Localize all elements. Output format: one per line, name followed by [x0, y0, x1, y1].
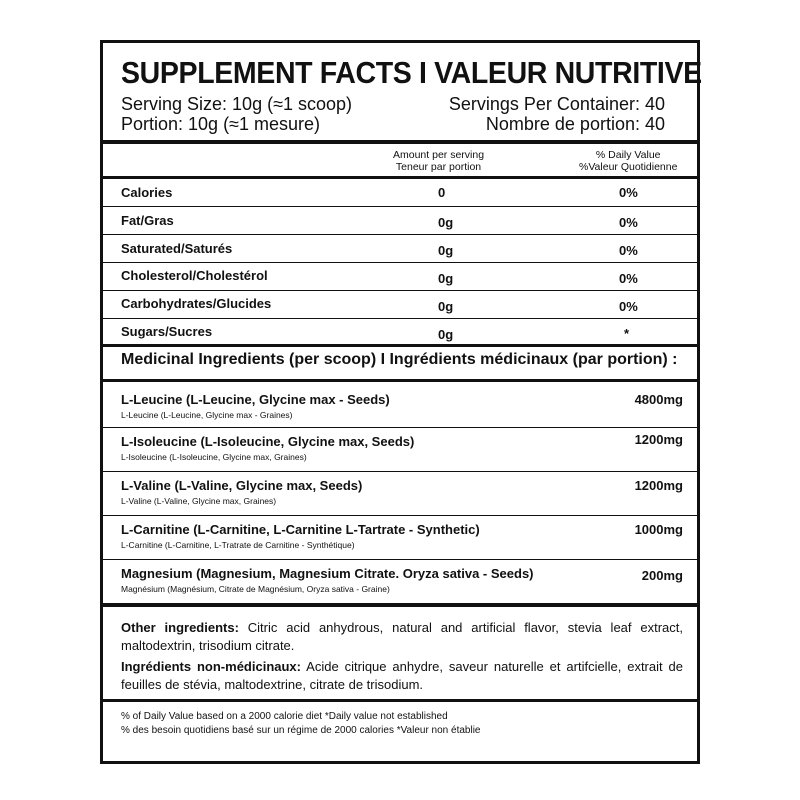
ingredient-name: L-Valine (L-Valine, Glycine max, Seeds)	[121, 478, 363, 493]
ingredient-name-fr: L-Isoleucine (L-Isoleucine, Glycine max, Graines)	[121, 452, 307, 462]
thick-divider	[103, 699, 697, 702]
amount-header-en: Amount per serving	[393, 149, 485, 161]
dv-header-en: % Daily Value	[595, 149, 661, 161]
ingredient-quantity: 1200mg	[634, 478, 683, 493]
nutrient-amount: 0g	[438, 327, 454, 342]
nutrient-label: Sugars/Sucres	[121, 324, 213, 339]
nutrition-row	[103, 291, 697, 319]
nutrition-row	[103, 207, 697, 235]
nutrient-amount: 0g	[438, 243, 454, 258]
nutrient-daily-value: 0%	[619, 299, 638, 314]
non-medicinal-label: Ingrédients non-médicinaux:	[121, 659, 301, 674]
ingredient-row	[103, 428, 697, 470]
medicinal-ingredients-heading: Medicinal Ingredients (per scoop) I Ingrédients médicinaux (par portion) :	[121, 351, 678, 368]
nutrient-label: Saturated/Saturés	[121, 241, 233, 256]
nutrient-amount: 0g	[438, 215, 454, 230]
ingredient-quantity: 4800mg	[634, 392, 683, 407]
nutrient-daily-value: 0%	[619, 243, 638, 258]
serving-size-fr: Portion: 10g (≈1 mesure)	[121, 114, 320, 134]
nutrient-label: Fat/Gras	[121, 213, 174, 228]
ingredient-row	[103, 472, 697, 514]
ingredient-row	[103, 516, 697, 558]
ingredient-quantity: 1000mg	[634, 522, 683, 537]
nutrient-amount: 0g	[438, 271, 454, 286]
dv-column-header	[579, 149, 677, 173]
nutrient-daily-value: 0%	[619, 185, 638, 200]
nutrient-label: Carbohydrates/Glucides	[121, 296, 272, 311]
nutrient-daily-value: 0%	[619, 215, 638, 230]
nutrient-daily-value: 0%	[619, 271, 638, 286]
ingredient-name: L-Isoleucine (L-Isoleucine, Glycine max, Seeds)	[121, 434, 415, 449]
ingredient-name-fr: L-Valine (L-Valine, Glycine max, Graines)	[121, 496, 277, 506]
nutrition-row	[103, 263, 697, 291]
ingredient-quantity: 200mg	[641, 568, 683, 583]
supplement-facts-panel	[100, 40, 700, 764]
nutrient-label: Calories	[121, 185, 173, 200]
non-medicinal-text: Acide citrique anhydre, saveur naturelle et artifcielle, extrait de feuilles de stévia, maltodextrine, citrate de trisodium.	[121, 659, 683, 692]
other-ingredients-text: Citric acid anhydrous, natural and artificial flavor, stevia leaf extract, maltodextrin, trisodium citrate.	[121, 620, 683, 653]
nutrient-amount: 0	[438, 185, 446, 200]
servings-per-container-en: Servings Per Container: 40	[448, 94, 665, 114]
dv-header-fr: %Valeur Quotidienne	[579, 161, 678, 173]
ingredient-name-fr: L-Carnitine (L-Carnitine, L-Tratrate de Carnitine - Synthétique)	[121, 540, 355, 550]
nutrition-row	[103, 235, 697, 263]
thick-divider	[103, 344, 697, 347]
servings-per-container-fr: Nombre de portion: 40	[485, 114, 665, 134]
nutrient-amount: 0g	[438, 299, 454, 314]
serving-size-en: Serving Size: 10g (≈1 scoop)	[121, 94, 352, 114]
ingredient-name: L-Carnitine (L-Carnitine, L-Carnitine L-Tartrate - Synthetic)	[121, 522, 480, 537]
ingredient-name-fr: Magnésium (Magnésium, Citrate de Magnésium, Oryza sativa - Graine)	[121, 584, 390, 594]
other-ingredients-fr	[121, 658, 683, 694]
nutrition-row	[103, 319, 697, 345]
ingredient-name: Magnesium (Magnesium, Magnesium Citrate. Oryza sativa - Seeds)	[121, 566, 534, 581]
ingredient-name-fr: L-Leucine (L-Leucine, Glycine max - Graines)	[121, 410, 293, 420]
nutrition-row	[103, 179, 697, 207]
amount-header-fr: Teneur par portion	[395, 161, 482, 173]
nutrient-label: Cholesterol/Cholestérol	[121, 268, 268, 283]
ingredient-quantity: 1200mg	[634, 432, 683, 447]
ingredient-row	[103, 560, 697, 602]
nutrient-daily-value: *	[624, 326, 630, 341]
other-ingredients-en	[121, 619, 683, 655]
footnote-fr: % des besoin quotidiens basé sur un régime de 2000 calories *Valeur non établie	[121, 725, 481, 736]
thick-divider	[103, 603, 697, 607]
footnote-en: % of Daily Value based on a 2000 calorie diet *Daily value not established	[121, 711, 448, 722]
other-ingredients-label: Other ingredients:	[121, 620, 239, 635]
ingredient-name: L-Leucine (L-Leucine, Glycine max - Seeds)	[121, 392, 390, 407]
thick-divider	[103, 140, 697, 144]
ingredient-row	[103, 382, 697, 424]
amount-column-header	[393, 149, 484, 173]
panel-title: SUPPLEMENT FACTS I VALEUR NUTRITIVE	[121, 55, 702, 90]
